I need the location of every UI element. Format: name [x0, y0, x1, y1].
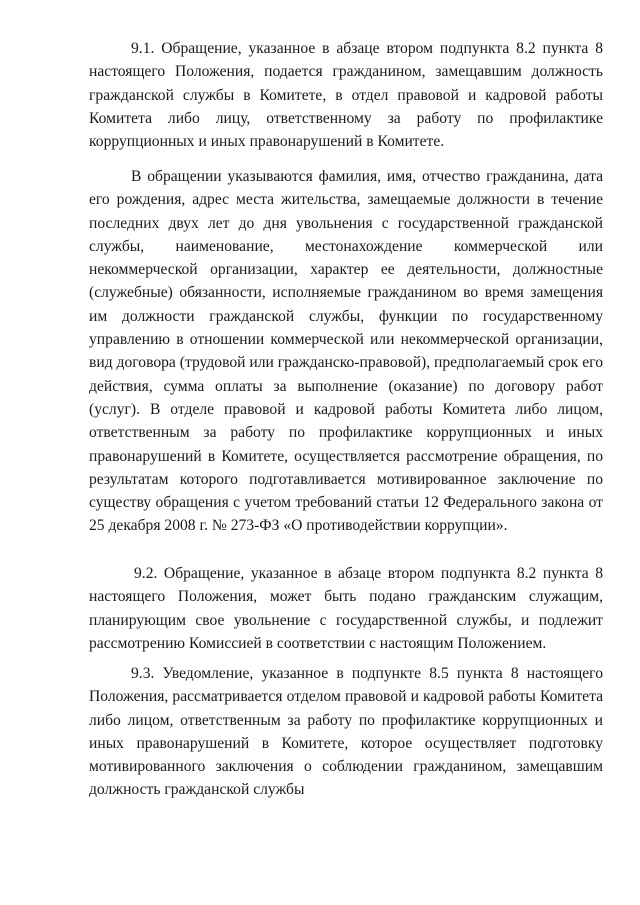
paragraph-9-1: 9.1. Обращение, указанное в абзаце втором подпункта 8.2 пункта 8 настоящего Положения, подается гражданином, замещавшим должность гражданской службы в Комитете, в отдел правовой и кадровой работы Комитета либо лицу, ответственному за работу по профилактике коррупционных и иных правонарушений в Комитете.	[89, 40, 603, 151]
paragraph-appeal-contents: В обращении указываются фамилия, имя, отчество гражданина, дата его рождения, адрес места жительства, замещаемые должности в течение последних двух лет до дня увольнения с государственной гражданской службы, наименование, местонахождение коммерческой или некоммерческой организации, характер ее деятельности, должностные (служебные) обязанности, исполняемые гражданином во время замещения им должности гражданской службы, функции по государственному управлению в отношении коммерческой или некоммерческой организации, вид договора (трудовой или гражданско-правовой), предполагаемый срок его действия, сумма оплаты за выполнение (оказание) по договору работ (услуг). В отделе правовой и кадровой работы Комитета либо лицом, ответственным за работу по профилактике коррупционных и иных правонарушений в Комитете, осуществляется рассмотрение обращения, по результатам которого подготавливается мотивированное заключение по существу обращения с учетом требований статьи 12 Федерального закона от 25 декабря 2008 г. № 273-ФЗ «О противодействии коррупции».	[89, 168, 604, 535]
paragraph-9-2: 9.2. Обращение, указанное в абзаце втором подпункта 8.2 пункта 8 настоящего Положения, может быть подано гражданским служащим, планирующим свое увольнение с государственной службы, и подлежит рассмотрению Комиссией в соответствии с настоящим Положением.	[89, 565, 603, 652]
paragraph-9-3: 9.3. Уведомление, указанное в подпункте 8.5 пункта 8 настоящего Положения, рассматривается отделом правовой и кадровой работы Комитета либо лицом, ответственным за работу по профилактике коррупционных и иных правонарушений в Комитете, которое осуществляет подготовку мотивированного заключения о соблюдении гражданином, замещавшим должность гражданской службы	[89, 665, 603, 799]
